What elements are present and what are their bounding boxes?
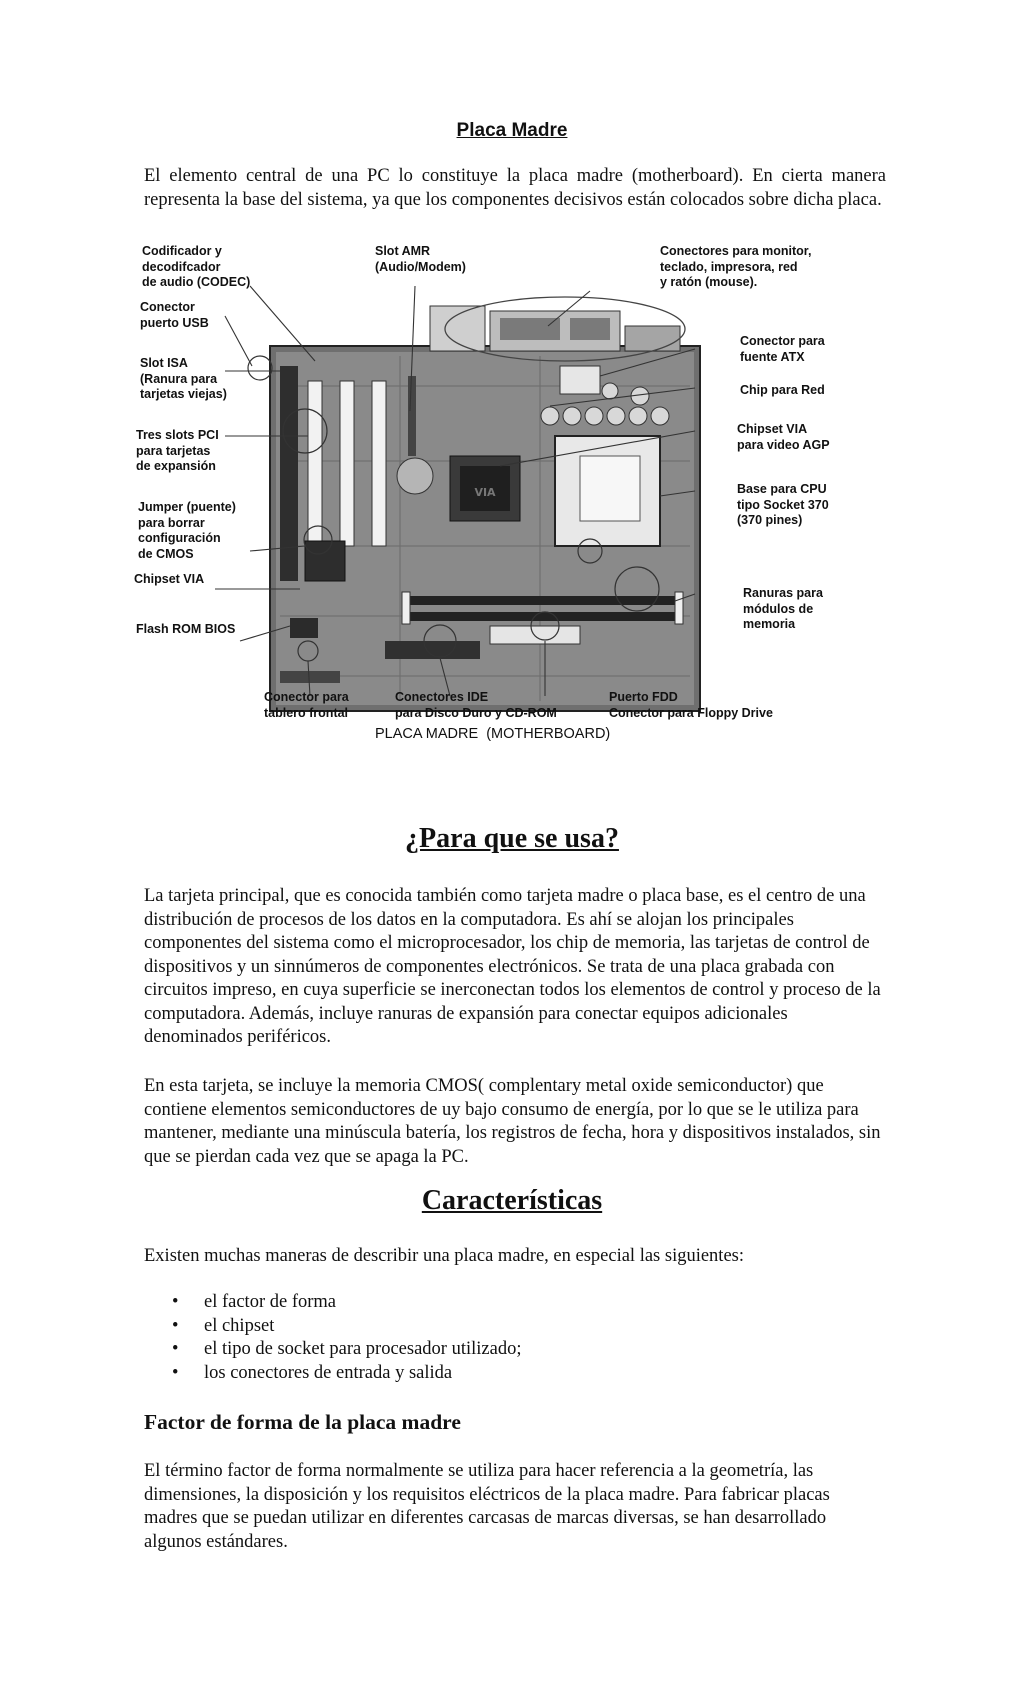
label-usb: Conector puerto USB bbox=[140, 300, 209, 330]
label-chipset-via: Chipset VIA bbox=[134, 572, 205, 586]
label-isa: Slot ISA (Ranura para tarjetas viejas) bbox=[140, 356, 227, 401]
paragraph-factor-forma: El término factor de forma normalmente se utiliza para hacer referencia a la geometría, las dimensiones, la disposición y los requisitos eléctricos de la placa madre. Para fabricar placas madres que se puedan utilizar en diferentes carcasas de marcas diversas, se han desarrollado algunos estándares. bbox=[144, 1461, 830, 1552]
label-codec: Codificador y decodifcador de audio (CODEC) bbox=[142, 244, 251, 289]
svg-text:VIA: VIA bbox=[474, 486, 496, 499]
label-atx: Conector para fuente ATX bbox=[740, 334, 825, 364]
label-ram: Ranuras para módulos de memoria bbox=[743, 586, 823, 631]
bullet-glyph: • bbox=[172, 1362, 179, 1383]
bullet-glyph: • bbox=[172, 1339, 179, 1359]
list-item: • el tipo de socket para procesador utilizado; bbox=[144, 1338, 521, 1362]
label-pci: Tres slots PCI para tarjetas de expansión bbox=[136, 428, 219, 473]
label-red: Chip para Red bbox=[740, 383, 825, 397]
label-flash-rom: Flash ROM BIOS bbox=[136, 622, 236, 636]
intro-paragraph: El elemento central de una PC lo constituye la placa madre (motherboard). En cierta manera representa la base del sistema, ya que los componentes decisivos están colocados sobre dicha placa. bbox=[144, 166, 886, 210]
label-jumper: Jumper (puente) para borrar configuración de CMOS bbox=[138, 500, 236, 561]
label-ports: Conectores para monitor, teclado, impresora, red y ratón (mouse). bbox=[660, 244, 812, 289]
section-heading-caracteristicas: Características bbox=[421, 1185, 603, 1216]
bullet-glyph: • bbox=[172, 1292, 179, 1312]
label-amr: Slot AMR (Audio/Modem) bbox=[375, 244, 466, 274]
subheading-factor-forma: Factor de forma de la placa madre bbox=[144, 1410, 461, 1434]
section-heading-uso: ¿Para que se usa? bbox=[405, 823, 619, 854]
label-front-panel: Conector para tablero frontal bbox=[264, 690, 349, 720]
paragraph-uso-1: La tarjeta principal, que es conocida también como tarjeta madre o placa base, es el centro de una distribución de procesos de los datos en la computadora. Es ahí se alojan los principales componentes del sistema como el microprocesador, los chip de memoria, las tarjetas de control de dispositivos y un sinnúmeros de componentes electrónicos. Se trata de una placa grabada con circuitos impreso, en cuya superficie se inerconectan todos los elementos de control y proceso de la computadora. Además, incluye ranuras de expansión para conectar equipos adicionales denominados periféricos. bbox=[144, 886, 881, 1047]
label-cpu: Base para CPU tipo Socket 370 (370 pines) bbox=[737, 482, 829, 527]
paragraph-caracteristicas-intro: Existen muchas maneras de describir una placa madre, en especial las siguientes: bbox=[144, 1246, 744, 1266]
paragraph-uso-2: En esta tarjeta, se incluye la memoria CMOS( complentary metal oxide semiconductor) que contiene elementos semiconductores de uy bajo consumo de energía, por lo que se le utiliza para mantener, mediante una minúscula batería, los registros de fecha, hora y dispositivos instalados, sin que se pierdan cada vez que se apaga la PC. bbox=[144, 1076, 881, 1167]
document-title: Placa Madre bbox=[456, 120, 568, 141]
list-item: • el factor de forma bbox=[144, 1291, 521, 1315]
list-item: • los conectores de entrada y salida bbox=[144, 1362, 521, 1386]
characteristics-list bbox=[144, 1291, 521, 1385]
list-item: • el chipset bbox=[144, 1315, 521, 1339]
label-ide: Conectores IDE para Disco Duro y CD-ROM bbox=[395, 690, 557, 720]
bullet-glyph: • bbox=[172, 1315, 179, 1336]
motherboard-figure bbox=[134, 244, 840, 796]
label-agp: Chipset VIA para video AGP bbox=[737, 422, 830, 452]
figure-caption: PLACA MADRE (MOTHERBOARD) bbox=[375, 726, 611, 742]
label-fdd: Puerto FDD Conector para Floppy Drive bbox=[609, 690, 773, 720]
